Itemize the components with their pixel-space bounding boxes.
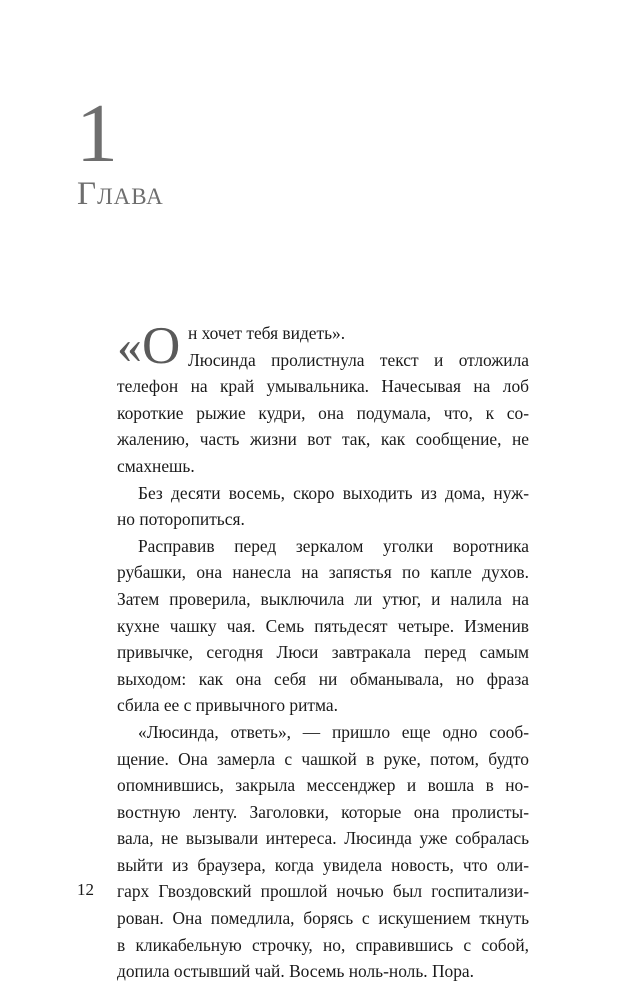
text-line: Без десяти восемь, скоро выходить из дома, нуж- (138, 482, 529, 503)
text-line: короткие рыжие кудри, она подумала, что, к со- (117, 402, 529, 423)
text-line: н хочет тебя видеть». (188, 323, 346, 343)
text-line: Расправив перед зеркалом уголки воротника (138, 535, 529, 556)
chapter-number: 1 (76, 87, 118, 180)
text-line: но поторопиться. (117, 509, 245, 530)
drop-cap-quote: « (117, 318, 142, 374)
text-line: жалению, часть жизни вот так, как сообщение, не (117, 429, 529, 450)
text-line: кухне чашку чая. Семь пятьдесят четыре. Изменив (117, 615, 529, 636)
text-line: Люсинда пролистнула текст и отложила (188, 349, 529, 370)
text-line: телефон на край умывальника. Начесывая на лоб (117, 376, 529, 397)
text-line: рубашки, она нанесла на запястья по капле духов. (117, 562, 529, 583)
text-line: щение. Она замерла с чашкой в руке, потом, будто (117, 748, 529, 769)
text-line: рован. Она помедлила, борясь с искушением ткнуть (117, 908, 529, 929)
text-line: смахнешь. (117, 455, 195, 476)
page-number: 12 (77, 880, 94, 899)
text-line: в кликабельную строчку, но, справившись с собой, (117, 934, 529, 955)
drop-cap-letter: О (142, 317, 181, 375)
text-line: выходом: как она себя ни обманывала, но фраза (117, 668, 529, 689)
text-line: допила остывший чай. Восемь ноль-ноль. Пора. (117, 961, 474, 982)
text-line: «Люсинда, ответь», — пришло еще одно сооб- (138, 721, 529, 742)
text-line: опомнившись, закрыла мессенджер и вошла в но- (117, 775, 529, 796)
text-line: вала, не вызывали интереса. Люсинда уже собралась (117, 828, 529, 849)
text-line: выйти из браузера, когда увидела новость, что оли- (117, 854, 529, 875)
chapter-title: Глава (77, 176, 164, 212)
body-text (117, 320, 529, 985)
text-line: привычке, сегодня Люси завтракала перед самым (117, 642, 529, 663)
text-line: гарх Гвоздовский прошлой ночью был госпитализи- (117, 881, 529, 902)
text-line: Затем проверила, выключила ли утюг, и налила на (117, 588, 529, 609)
text-line: востную ленту. Заголовки, которые она пролисты- (117, 801, 529, 822)
text-line: сбила ее с привычного ритма. (117, 695, 338, 716)
